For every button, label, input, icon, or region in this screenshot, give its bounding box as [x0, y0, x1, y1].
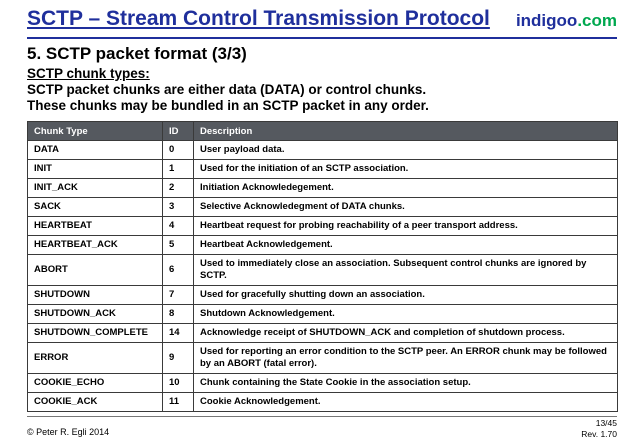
- slide-header: [27, 7, 617, 35]
- chunk-id-cell: 9: [163, 343, 194, 374]
- chunk-type-cell: COOKIE_ACK: [28, 393, 163, 412]
- chunk-description-cell: Used to immediately close an association. Subsequent control chunks are ignored by SCTP.: [194, 255, 618, 286]
- table-row: [28, 160, 618, 179]
- chunk-description-cell: Heartbeat request for probing reachability of a peer transport address.: [194, 217, 618, 236]
- header-divider: [27, 37, 617, 39]
- chunk-description-cell: Used for the initiation of an SCTP association.: [194, 160, 618, 179]
- table-row: [28, 343, 618, 374]
- chunk-description-cell: Heartbeat Acknowledgement.: [194, 236, 618, 255]
- chunk-type-cell: COOKIE_ECHO: [28, 374, 163, 393]
- chunk-type-cell: INIT_ACK: [28, 179, 163, 198]
- chunk-description-cell: Used for gracefully shutting down an association.: [194, 286, 618, 305]
- brand-name: indigoo: [515, 11, 578, 30]
- table-row: [28, 255, 618, 286]
- revision-label: Rev. 1.70: [581, 429, 617, 439]
- brand-suffix: .com: [577, 11, 617, 30]
- chunk-type-cell: SACK: [28, 198, 163, 217]
- chunk-type-cell: ABORT: [28, 255, 163, 286]
- brand-logo[interactable]: [516, 11, 617, 31]
- chunk-id-cell: 5: [163, 236, 194, 255]
- chunk-description-cell: Shutdown Acknowledgement.: [194, 305, 618, 324]
- chunk-types-table: [27, 121, 618, 412]
- footer-divider: [27, 416, 617, 417]
- chunk-description-cell: Selective Acknowledegment of DATA chunks.: [194, 198, 618, 217]
- table-row: [28, 305, 618, 324]
- chunk-type-cell: SHUTDOWN: [28, 286, 163, 305]
- chunk-type-cell: ERROR: [28, 343, 163, 374]
- table-header-row: [28, 122, 618, 141]
- chunk-description-cell: Acknowledge receipt of SHUTDOWN_ACK and completion of shutdown process.: [194, 324, 618, 343]
- page-info: [581, 418, 617, 440]
- chunk-id-cell: 14: [163, 324, 194, 343]
- chunk-description-cell: Initiation Acknowledegement.: [194, 179, 618, 198]
- table-row: [28, 324, 618, 343]
- table-row: [28, 236, 618, 255]
- chunk-type-cell: INIT: [28, 160, 163, 179]
- chunk-id-cell: 6: [163, 255, 194, 286]
- table-row: [28, 393, 618, 412]
- chunk-description-cell: Chunk containing the State Cookie in the association setup.: [194, 374, 618, 393]
- chunk-id-cell: 10: [163, 374, 194, 393]
- table-row: [28, 141, 618, 160]
- table-row: [28, 374, 618, 393]
- chunk-id-cell: 11: [163, 393, 194, 412]
- chunk-type-cell: SHUTDOWN_COMPLETE: [28, 324, 163, 343]
- intro-text: [27, 66, 429, 114]
- chunk-id-cell: 0: [163, 141, 194, 160]
- chunk-id-cell: 3: [163, 198, 194, 217]
- intro-line-2: These chunks may be bundled in an SCTP packet in any order.: [27, 98, 429, 113]
- chunk-id-cell: 2: [163, 179, 194, 198]
- chunk-description-cell: User payload data.: [194, 141, 618, 160]
- chunk-id-cell: 7: [163, 286, 194, 305]
- chunk-description-cell: Used for reporting an error condition to the SCTP peer. An ERROR chunk may be followed by an ABORT (fatal error).: [194, 343, 618, 374]
- slide-title: SCTP – Stream Control Transmission Protocol: [27, 7, 490, 30]
- chunk-type-cell: HEARTBEAT: [28, 217, 163, 236]
- chunk-type-cell: DATA: [28, 141, 163, 160]
- page-number: 13/45: [595, 418, 617, 428]
- intro-heading: SCTP chunk types:: [27, 66, 150, 81]
- chunk-id-cell: 1: [163, 160, 194, 179]
- table-row: [28, 286, 618, 305]
- chunk-id-cell: 8: [163, 305, 194, 324]
- column-header-id: ID: [163, 122, 194, 141]
- chunk-description-cell: Cookie Acknowledgement.: [194, 393, 618, 412]
- chunk-id-cell: 4: [163, 217, 194, 236]
- chunk-type-cell: HEARTBEAT_ACK: [28, 236, 163, 255]
- intro-line-1: SCTP packet chunks are either data (DATA) or control chunks.: [27, 82, 427, 97]
- column-header-description: Description: [194, 122, 618, 141]
- table-row: [28, 179, 618, 198]
- table-row: [28, 198, 618, 217]
- section-title: 5. SCTP packet format (3/3): [27, 44, 247, 63]
- table-row: [28, 217, 618, 236]
- chunk-type-cell: SHUTDOWN_ACK: [28, 305, 163, 324]
- column-header-chunk-type: Chunk Type: [28, 122, 163, 141]
- copyright-notice: © Peter R. Egli 2014: [27, 427, 110, 437]
